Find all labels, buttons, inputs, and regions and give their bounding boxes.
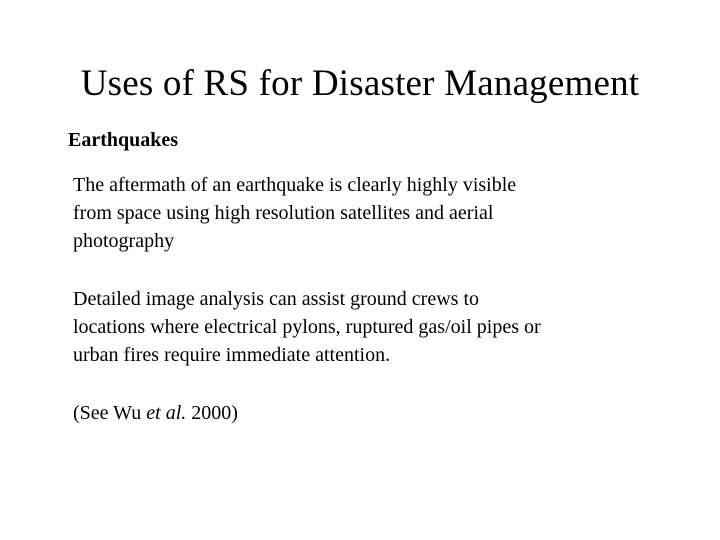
paragraph-line: Detailed image analysis can assist ground crews to (73, 288, 479, 310)
citation-prefix: (See Wu (73, 402, 147, 424)
paragraph-line: urban fires require immediate attention. (73, 344, 391, 366)
paragraph-line: The aftermath of an earthquake is clearly highly visible (73, 174, 517, 196)
slide-title: Uses of RS for Disaster Management (80, 63, 640, 104)
citation (73, 399, 673, 427)
paragraph-line: from space using high resolution satellites and aerial (73, 202, 494, 224)
citation-suffix: 2000) (186, 402, 238, 424)
section-heading-earthquakes: Earthquakes (68, 129, 179, 151)
paragraph-image-analysis (73, 285, 673, 369)
paragraph-line: photography (73, 230, 175, 252)
paragraph-aftermath (73, 171, 673, 255)
citation-italic: et al. (146, 402, 187, 424)
paragraph-line: locations where electrical pylons, ruptured gas/oil pipes or (73, 316, 541, 338)
